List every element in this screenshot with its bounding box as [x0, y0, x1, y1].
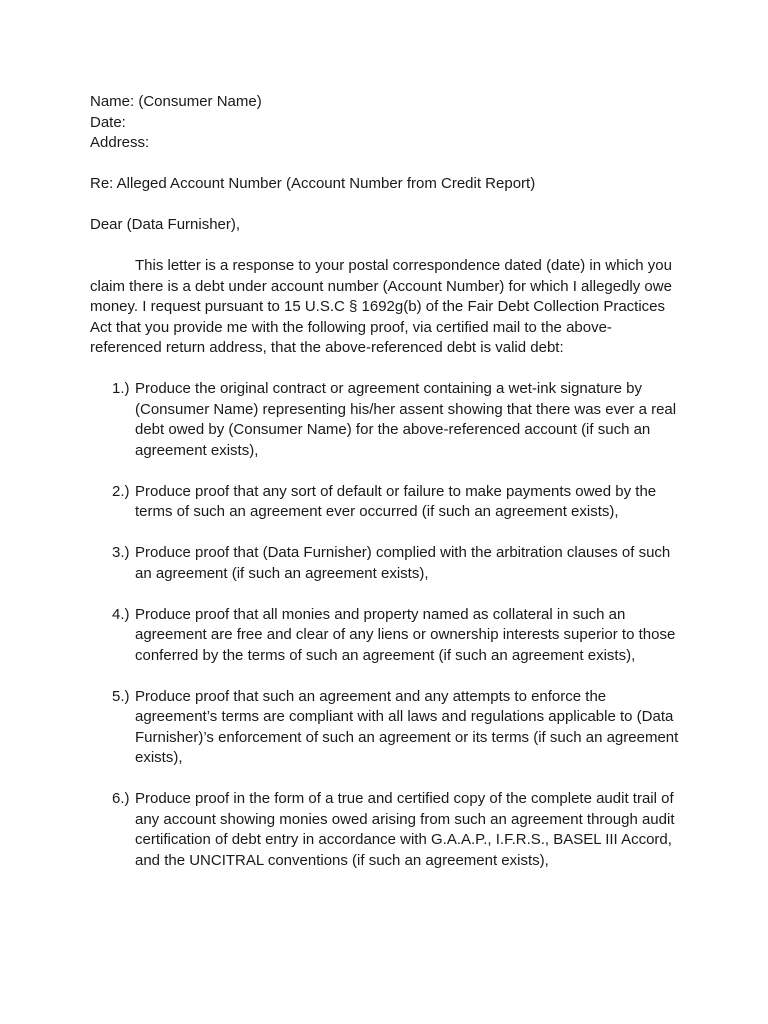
request-item — [90, 687, 690, 769]
request-text: Produce proof that (Data Furnisher) complied with the arbitration clauses of such an agreement (if such an agreement exists), — [135, 544, 671, 582]
request-number: 2.) — [112, 482, 130, 500]
date-line: Date: — [90, 113, 126, 131]
request-item — [90, 605, 690, 667]
request-number: 6.) — [112, 790, 130, 807]
request-item — [90, 482, 690, 523]
request-item — [90, 543, 690, 584]
subject-line: Re: Alleged Account Number (Account Number from Credit Report) — [90, 175, 536, 192]
letter-header — [90, 92, 690, 154]
address-line: Address: — [90, 134, 150, 151]
request-list — [90, 379, 690, 892]
request-number: 3.) — [112, 544, 130, 561]
request-number: 1.) — [112, 380, 130, 397]
request-number: 5.) — [112, 687, 130, 705]
request-number: 4.) — [112, 605, 130, 623]
request-text: Produce proof that all monies and property named as collateral in such an agreement are free and clear of any liens or ownership interests superior to those conferred by the terms of such an agreement (if such an agreement exists), — [135, 605, 676, 664]
body-paragraph: This letter is a response to your postal correspondence dated (date) in which you claim there is a debt under account number (Account Number) for which I allegedly owe money. I request pursuant to 15 U.S.C § 1692g(b) of the Fair Debt Collection Practices Act that you provide me with the following proof, via certified mail to the above-referenced return address, that the above-referenced debt is valid debt: — [90, 257, 672, 356]
request-text: Produce proof that any sort of default or failure to make payments owed by the terms of such an agreement ever occurred (if such an agreement exists), — [135, 482, 657, 520]
request-item — [90, 379, 690, 461]
consumer-name-line: Name: (Consumer Name) — [90, 93, 262, 110]
request-text: Produce the original contract or agreement containing a wet-ink signature by (Consumer Name) representing his/her assent showing that there was ever a real debt owed by (Consumer Name) for the above-referenced account (if such an agreement exists), — [135, 380, 677, 459]
request-text: Produce proof in the form of a true and certified copy of the complete audit trail of any account showing monies owed arising from such an agreement through audit certification of debt entry in accordance with G.A.A.P., I.F.R.S., BASEL III Accord, and the UNCITRAL conventions (if such an agreement exists), — [135, 790, 675, 869]
salutation: Dear (Data Furnisher), — [90, 216, 241, 233]
request-text: Produce proof that such an agreement and any attempts to enforce the agreement’s terms are compliant with all laws and regulations applicable to (Data Furnisher)’s enforcement of such an agreement or its terms (if such an agreement exists), — [135, 687, 679, 766]
request-item — [90, 789, 690, 871]
